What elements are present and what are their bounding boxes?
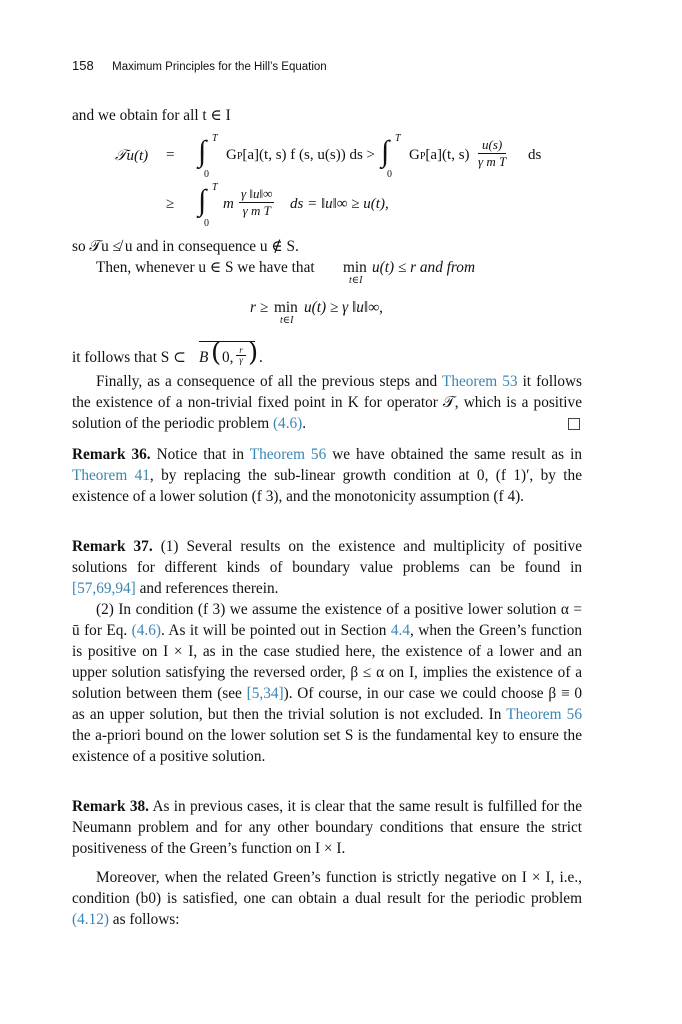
equation-ds: ds: [528, 147, 542, 163]
ineq-rest: u(t) ≥ γ ‖u‖∞,: [304, 299, 383, 316]
eq-4-12-link[interactable]: (4.12): [72, 911, 109, 928]
intro-line: and we obtain for all t ∈ I: [72, 107, 231, 124]
fraction-1-numerator: u(s): [478, 137, 506, 154]
citation-57-69-94[interactable]: [57,69,94]: [72, 580, 136, 597]
theorem-53-link[interactable]: Theorem 53: [441, 373, 518, 390]
integral-lower-1: 0: [204, 169, 209, 180]
equation-lhs: 𝒯u(t): [115, 148, 149, 164]
right-paren: ): [248, 338, 259, 368]
closure-bar: [199, 341, 255, 342]
fraction-1-denominator: γ m T: [478, 154, 507, 169]
remark-37-part-2: (2) In condition (f 3) we assume the existence of a positive lower solution α = ū for Eq. (4.6). As it will be pointed out in Section 4.4, when the Green’s function is positive on I × I, as in the case studied here, the existence of a lower and an upper solution satisfying the reversed order, β ≤ α on I, implies the existence of a solution between them (see [5,34]). Of course, in our case we could choose β ≡ 0 as an upper solution, but then the trivial solution is not excluded. In Theorem 56 the a-priori bound on the lower solution set S is the fundamental key to ensure the existence of a positive solution.: [72, 601, 583, 765]
integral-upper-2: T: [395, 133, 401, 144]
equation-m: m: [223, 196, 234, 212]
ineq-min: min: [274, 299, 298, 316]
page-header: [72, 57, 327, 75]
theorem-56-link[interactable]: Theorem 56: [249, 446, 327, 463]
fraction-2-denominator: γ m T: [242, 203, 271, 218]
integral-sign-1: ∫: [198, 135, 207, 168]
integral-upper-3: T: [212, 182, 218, 193]
remark-36: Remark 36. Notice that in Theorem 56 we have obtained the same result as in Theorem 41, by replacing the sub-linear growth condition at 0, (f 1)′, by the existence of a lower solution (f 3), and the monotonicity assumption (f 4).: [72, 446, 582, 505]
equation-geq: ≥: [166, 196, 175, 212]
follows-end: .: [259, 349, 263, 366]
integral-lower-2: 0: [387, 169, 392, 180]
equation-term-2: GP[a](t, s): [409, 147, 470, 163]
r-numerator: r: [236, 346, 246, 356]
theorem-56-link-2[interactable]: Theorem 56: [506, 706, 582, 723]
line-then-end: u(t) ≤ r and from: [372, 259, 476, 276]
moreover-paragraph: Moreover, when the related Green’s function is strictly negative on I × I, i.e., condition (b0) is satisfied, one can obtain a dual result for the periodic problem (4.12) as follows:: [72, 869, 582, 928]
ineq-min-subscript: t∈I: [280, 315, 294, 326]
gamma-denominator: γ: [239, 355, 243, 365]
qed-box: [568, 418, 580, 430]
fraction-1: [478, 137, 506, 170]
remark-37-title: Remark 37.: [72, 538, 153, 555]
fraction-2-numerator: γ ‖u‖∞: [241, 186, 273, 201]
page-number: 158: [72, 58, 94, 73]
remark-36-title: Remark 36.: [72, 446, 151, 463]
equation-term-1: GP[a](t, s) f (s, u(s)) ds >: [226, 147, 375, 163]
ineq-lead: r ≥: [250, 299, 269, 316]
eq-4-6-link[interactable]: (4.6): [272, 415, 303, 432]
theorem-41-link[interactable]: Theorem 41: [72, 467, 150, 484]
follows-text: it follows that S ⊂: [72, 349, 186, 366]
integral-lower-3: 0: [204, 218, 209, 229]
min-operator: min: [343, 259, 367, 276]
integral-sign-3: ∫: [198, 184, 207, 217]
line-then: Then, whenever u ∈ S we have that: [96, 259, 315, 276]
citation-5-34[interactable]: [5,34]: [246, 685, 284, 702]
remark-37: Remark 37. (1) Several results on the existence and multiplicity of positive solutions for different kinds of boundary value problems can be found in [57,69,94] and references therein.: [72, 538, 582, 597]
integral-upper-1: T: [212, 133, 218, 144]
finally-paragraph: Finally, as a consequence of all the previous steps and Theorem 53 it follows the existence of a non-trivial fixed point in K for operator 𝒯, which is a positive solution of the periodic problem (4.6).: [72, 373, 582, 432]
left-paren: (: [211, 338, 222, 368]
fraction-2: [239, 186, 274, 219]
equation-equals: =: [166, 147, 175, 163]
remark-38-title: Remark 38.: [72, 798, 149, 815]
equation-line-2-rest: ds = ‖u‖∞ ≥ u(t),: [290, 196, 389, 212]
integral-sign-2: ∫: [381, 135, 390, 168]
remark-38: Remark 38. As in previous cases, it is clear that the same result is fulfilled for the Neumann problem and for any other boundary conditions that ensure the strict positiveness of the Green’s function on I × I.: [72, 798, 582, 857]
section-4-4-link[interactable]: 4.4: [390, 622, 411, 639]
min-subscript: t∈I: [349, 275, 363, 286]
r-over-gamma: [236, 346, 246, 365]
ball-args: 0,: [222, 349, 234, 366]
eq-4-6-link-2[interactable]: (4.6): [131, 622, 161, 639]
ball-symbol: B: [199, 349, 209, 366]
line-so: so 𝒯u ≰ u and in consequence u ∉ S.: [72, 238, 299, 255]
running-title: Maximum Principles for the Hill’s Equation: [112, 61, 327, 73]
